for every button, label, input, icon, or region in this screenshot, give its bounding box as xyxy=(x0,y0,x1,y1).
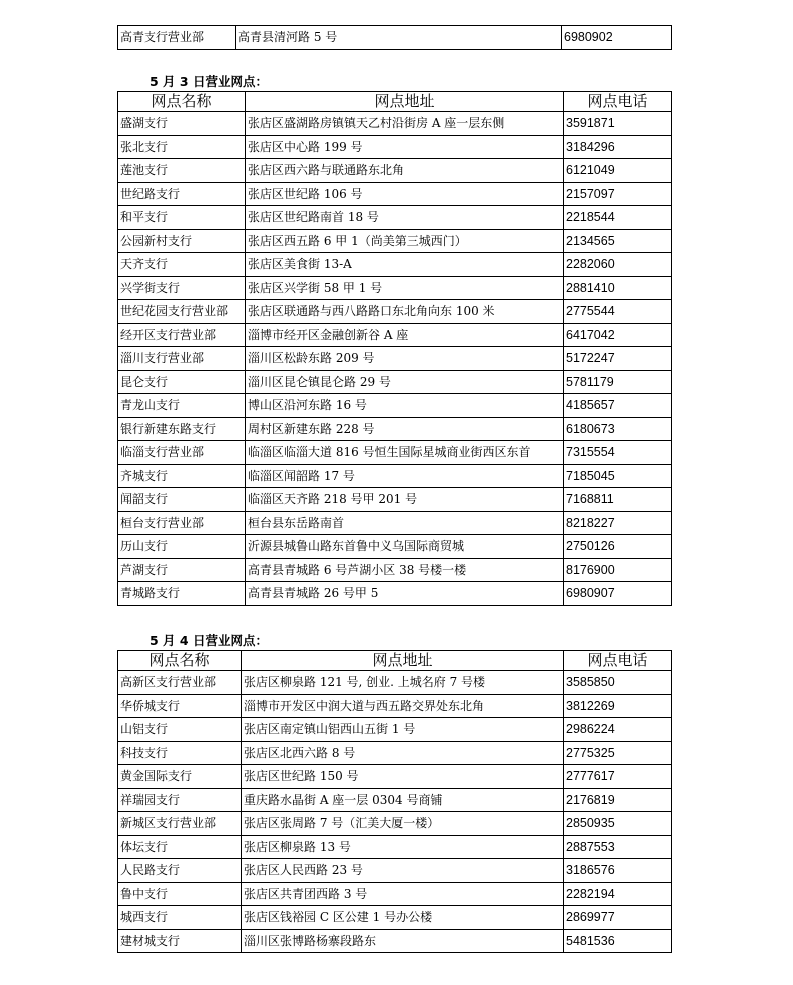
branch-name: 祥瑞园支行 xyxy=(118,788,242,812)
branch-phone: 2850935 xyxy=(564,812,672,836)
branch-name: 银行新建东路支行 xyxy=(118,417,246,441)
column-header-name: 网点名称 xyxy=(118,651,242,671)
may3-branch-table xyxy=(117,91,672,606)
column-header-address: 网点地址 xyxy=(246,92,564,112)
may3-table-wrap xyxy=(117,91,672,606)
branch-address: 张店区世纪路 150 号 xyxy=(242,765,564,789)
table-row xyxy=(118,535,672,559)
branch-phone: 6180673 xyxy=(564,417,672,441)
branch-address: 张店区美食街 13-A xyxy=(246,253,564,277)
column-header-phone: 网点电话 xyxy=(564,92,672,112)
branch-address: 周村区新建东路 228 号 xyxy=(246,417,564,441)
branch-address: 张店区中心路 199 号 xyxy=(246,135,564,159)
branch-name: 青龙山支行 xyxy=(118,394,246,418)
branch-phone: 3184296 xyxy=(564,135,672,159)
branch-name: 莲池支行 xyxy=(118,159,246,183)
table-row xyxy=(118,906,672,930)
table-row xyxy=(118,370,672,394)
branch-address: 高青县清河路 5 号 xyxy=(236,26,562,50)
branch-name: 世纪路支行 xyxy=(118,182,246,206)
branch-phone: 3585850 xyxy=(564,671,672,695)
branch-name: 新城区支行营业部 xyxy=(118,812,242,836)
column-header-address: 网点地址 xyxy=(242,651,564,671)
table-header-row xyxy=(118,92,672,112)
branch-name: 高新区支行营业部 xyxy=(118,671,242,695)
branch-address: 张店区联通路与西八路路口东北角向东 100 米 xyxy=(246,300,564,324)
branch-address: 张店区柳泉路 121 号, 创业. 上城名府 7 号楼 xyxy=(242,671,564,695)
branch-address: 张店区北西六路 8 号 xyxy=(242,741,564,765)
branch-phone: 6121049 xyxy=(564,159,672,183)
branch-address: 临淄区临淄大道 816 号恒生国际星城商业街西区东首 xyxy=(246,441,564,465)
table-row xyxy=(118,741,672,765)
branch-name: 黄金国际支行 xyxy=(118,765,242,789)
section-title-may3: 5 月 3 日营业网点： xyxy=(150,74,268,89)
branch-address: 张店区张周路 7 号（汇美大厦一楼） xyxy=(242,812,564,836)
branch-phone: 2986224 xyxy=(564,718,672,742)
table-row xyxy=(118,558,672,582)
branch-address: 张店区共青团西路 3 号 xyxy=(242,882,564,906)
branch-name: 昆仑支行 xyxy=(118,370,246,394)
branch-address: 博山区沿河东路 16 号 xyxy=(246,394,564,418)
branch-name: 城西支行 xyxy=(118,906,242,930)
table-row xyxy=(118,300,672,324)
branch-name: 体坛支行 xyxy=(118,835,242,859)
branch-phone: 2869977 xyxy=(564,906,672,930)
branch-phone: 2282060 xyxy=(564,253,672,277)
branch-address: 临淄区闻韶路 17 号 xyxy=(246,464,564,488)
table-row xyxy=(118,859,672,883)
branch-phone: 8218227 xyxy=(564,511,672,535)
branch-name: 世纪花园支行营业部 xyxy=(118,300,246,324)
branch-name: 华侨城支行 xyxy=(118,694,242,718)
branch-address: 张店区世纪路南首 18 号 xyxy=(246,206,564,230)
branch-address: 重庆路水晶街 A 座一层 0304 号商铺 xyxy=(242,788,564,812)
branch-name: 张北支行 xyxy=(118,135,246,159)
table-row xyxy=(118,206,672,230)
branch-address: 高青县青城路 6 号芦湖小区 38 号楼一楼 xyxy=(246,558,564,582)
branch-name: 桓台支行营业部 xyxy=(118,511,246,535)
branch-phone: 3591871 xyxy=(564,112,672,136)
branch-name: 芦湖支行 xyxy=(118,558,246,582)
branch-address: 张店区西五路 6 甲 1（尚美第三城西门） xyxy=(246,229,564,253)
branch-name: 青城路支行 xyxy=(118,582,246,606)
branch-phone: 2218544 xyxy=(564,206,672,230)
section-title-may4: 5 月 4 日营业网点： xyxy=(150,633,268,648)
table-row xyxy=(118,582,672,606)
branch-address: 沂源县城鲁山路东首鲁中义乌国际商贸城 xyxy=(246,535,564,559)
branch-phone: 7315554 xyxy=(564,441,672,465)
table-row xyxy=(118,26,672,50)
table-row xyxy=(118,159,672,183)
table-row xyxy=(118,835,672,859)
branch-phone: 4185657 xyxy=(564,394,672,418)
branch-name: 高青支行营业部 xyxy=(118,26,236,50)
table-row xyxy=(118,929,672,953)
branch-address: 张店区西六路与联通路东北角 xyxy=(246,159,564,183)
branch-phone: 2176819 xyxy=(564,788,672,812)
branch-phone: 2134565 xyxy=(564,229,672,253)
branch-phone: 6417042 xyxy=(564,323,672,347)
branch-name: 和平支行 xyxy=(118,206,246,230)
table-row xyxy=(118,135,672,159)
branch-phone: 5781179 xyxy=(564,370,672,394)
branch-name: 闻韶支行 xyxy=(118,488,246,512)
table-row xyxy=(118,812,672,836)
branch-phone: 5481536 xyxy=(564,929,672,953)
top-row-table-wrap xyxy=(117,25,672,50)
table-row xyxy=(118,441,672,465)
table-row xyxy=(118,694,672,718)
branch-address: 张店区南定镇山铝西山五街 1 号 xyxy=(242,718,564,742)
branch-address: 张店区钱裕园 C 区公建 1 号办公楼 xyxy=(242,906,564,930)
branch-address: 张店区世纪路 106 号 xyxy=(246,182,564,206)
branch-phone: 2775544 xyxy=(564,300,672,324)
branch-address: 淄川区张博路杨寨段路东 xyxy=(242,929,564,953)
branch-name: 临淄支行营业部 xyxy=(118,441,246,465)
branch-name: 公园新村支行 xyxy=(118,229,246,253)
branch-phone: 6980907 xyxy=(564,582,672,606)
branch-address: 张店区人民西路 23 号 xyxy=(242,859,564,883)
branch-phone: 7168811 xyxy=(564,488,672,512)
table-row xyxy=(118,112,672,136)
branch-name: 建材城支行 xyxy=(118,929,242,953)
top-row-table xyxy=(117,25,672,50)
table-row xyxy=(118,323,672,347)
branch-phone: 2881410 xyxy=(564,276,672,300)
branch-name: 盛湖支行 xyxy=(118,112,246,136)
table-row xyxy=(118,182,672,206)
branch-address: 桓台县东岳路南首 xyxy=(246,511,564,535)
branch-phone: 2887553 xyxy=(564,835,672,859)
branch-name: 历山支行 xyxy=(118,535,246,559)
table-row xyxy=(118,276,672,300)
table-row xyxy=(118,394,672,418)
branch-address: 张店区柳泉路 13 号 xyxy=(242,835,564,859)
branch-name: 天齐支行 xyxy=(118,253,246,277)
branch-phone: 2775325 xyxy=(564,741,672,765)
table-row xyxy=(118,671,672,695)
branch-address: 高青县青城路 26 号甲 5 xyxy=(246,582,564,606)
branch-name: 淄川支行营业部 xyxy=(118,347,246,371)
table-row xyxy=(118,718,672,742)
table-row xyxy=(118,417,672,441)
branch-name: 人民路支行 xyxy=(118,859,242,883)
table-row xyxy=(118,488,672,512)
table-row xyxy=(118,765,672,789)
branch-address: 张店区盛湖路房镇镇天乙村沿街房 A 座一层东侧 xyxy=(246,112,564,136)
branch-address: 淄博市经开区金融创新谷 A 座 xyxy=(246,323,564,347)
branch-phone: 3186576 xyxy=(564,859,672,883)
branch-name: 齐城支行 xyxy=(118,464,246,488)
branch-phone: 3812269 xyxy=(564,694,672,718)
table-row xyxy=(118,788,672,812)
branch-name: 科技支行 xyxy=(118,741,242,765)
branch-address: 临淄区天齐路 218 号甲 201 号 xyxy=(246,488,564,512)
branch-address: 淄川区昆仑镇昆仑路 29 号 xyxy=(246,370,564,394)
table-row xyxy=(118,229,672,253)
may4-table-wrap xyxy=(117,650,672,953)
table-row xyxy=(118,511,672,535)
branch-name: 鲁中支行 xyxy=(118,882,242,906)
branch-phone: 2282194 xyxy=(564,882,672,906)
may4-branch-table xyxy=(117,650,672,953)
column-header-phone: 网点电话 xyxy=(564,651,672,671)
branch-phone: 7185045 xyxy=(564,464,672,488)
branch-name: 经开区支行营业部 xyxy=(118,323,246,347)
table-row xyxy=(118,882,672,906)
branch-name: 兴学街支行 xyxy=(118,276,246,300)
branch-name: 山铝支行 xyxy=(118,718,242,742)
table-row xyxy=(118,464,672,488)
branch-phone: 2777617 xyxy=(564,765,672,789)
table-row xyxy=(118,253,672,277)
column-header-name: 网点名称 xyxy=(118,92,246,112)
branch-phone: 5172247 xyxy=(564,347,672,371)
table-row xyxy=(118,347,672,371)
branch-address: 张店区兴学街 58 甲 1 号 xyxy=(246,276,564,300)
branch-phone: 2157097 xyxy=(564,182,672,206)
branch-phone: 8176900 xyxy=(564,558,672,582)
branch-address: 淄川区松龄东路 209 号 xyxy=(246,347,564,371)
table-header-row xyxy=(118,651,672,671)
branch-phone: 2750126 xyxy=(564,535,672,559)
branch-phone: 6980902 xyxy=(562,26,672,50)
branch-address: 淄博市开发区中润大道与西五路交界处东北角 xyxy=(242,694,564,718)
